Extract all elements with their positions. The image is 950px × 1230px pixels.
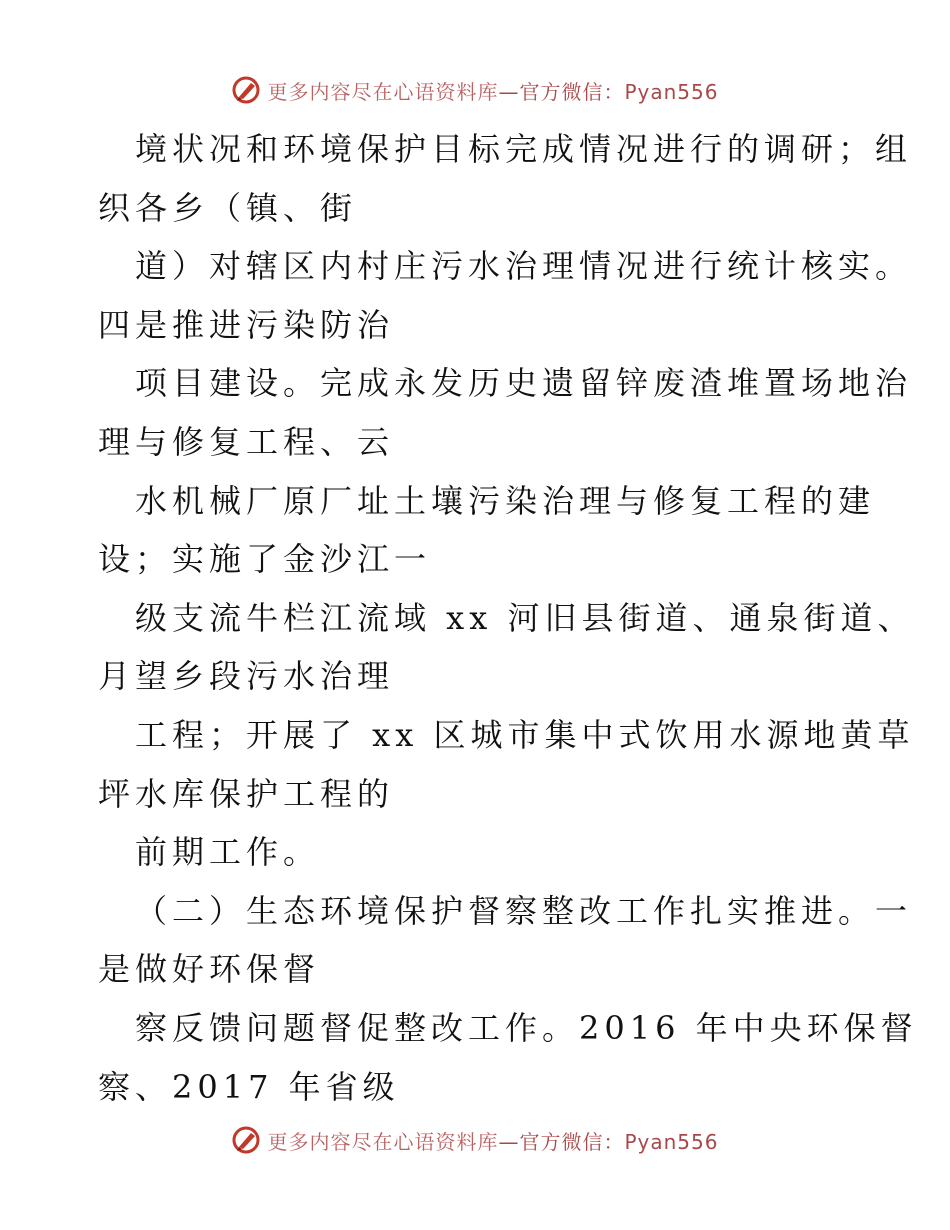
body-line: 理与修复工程、云 (98, 422, 395, 461)
header-watermark-banner (0, 70, 950, 110)
body-line: 工程；开展了 xx 区城市集中式饮用水源地黄草 (135, 715, 915, 754)
pen-logo-icon (231, 75, 261, 105)
body-line: 织各乡（镇、街 (98, 188, 358, 227)
body-line: 是做好环保督 (98, 950, 321, 989)
footer-watermark-banner (0, 1120, 950, 1160)
header-banner-main-text: 更多内容尽在心语资料库 (267, 79, 499, 104)
body-line: 察、2017 年省级 (98, 1067, 400, 1106)
footer-banner-wechat-text: —官方微信：Pyan556 (498, 1129, 719, 1154)
body-line: 水机械厂原厂址土壤污染治理与修复工程的建 (135, 481, 876, 520)
body-line: 设；实施了金沙江一 (98, 540, 432, 579)
body-line: 道）对辖区内村庄污水治理情况进行统计核实。 (135, 247, 913, 286)
body-line: 四是推进污染防治 (98, 305, 395, 344)
body-line: 境状况和环境保护目标完成情况进行的调研；组 (135, 130, 913, 168)
body-line: 级支流牛栏江流域 xx 河旧县街道、通泉街道、 (135, 598, 915, 637)
body-line: 月望乡段污水治理 (98, 657, 395, 696)
document-body (98, 120, 918, 1116)
body-line: 项目建设。完成永发历史遗留锌废渣堆置场地治 (135, 364, 913, 403)
body-line: （二）生态环境保护督察整改工作扎实推进。一 (135, 891, 913, 930)
body-line: 察反馈问题督促整改工作。2016 年中央环保督 (135, 1008, 918, 1047)
header-banner-wechat-text: —官方微信：Pyan556 (498, 79, 719, 104)
pen-logo-icon (231, 1125, 261, 1155)
body-line: 坪水库保护工程的 (98, 774, 395, 813)
footer-banner-main-text: 更多内容尽在心语资料库 (267, 1129, 499, 1154)
body-line: 前期工作。 (135, 833, 321, 872)
